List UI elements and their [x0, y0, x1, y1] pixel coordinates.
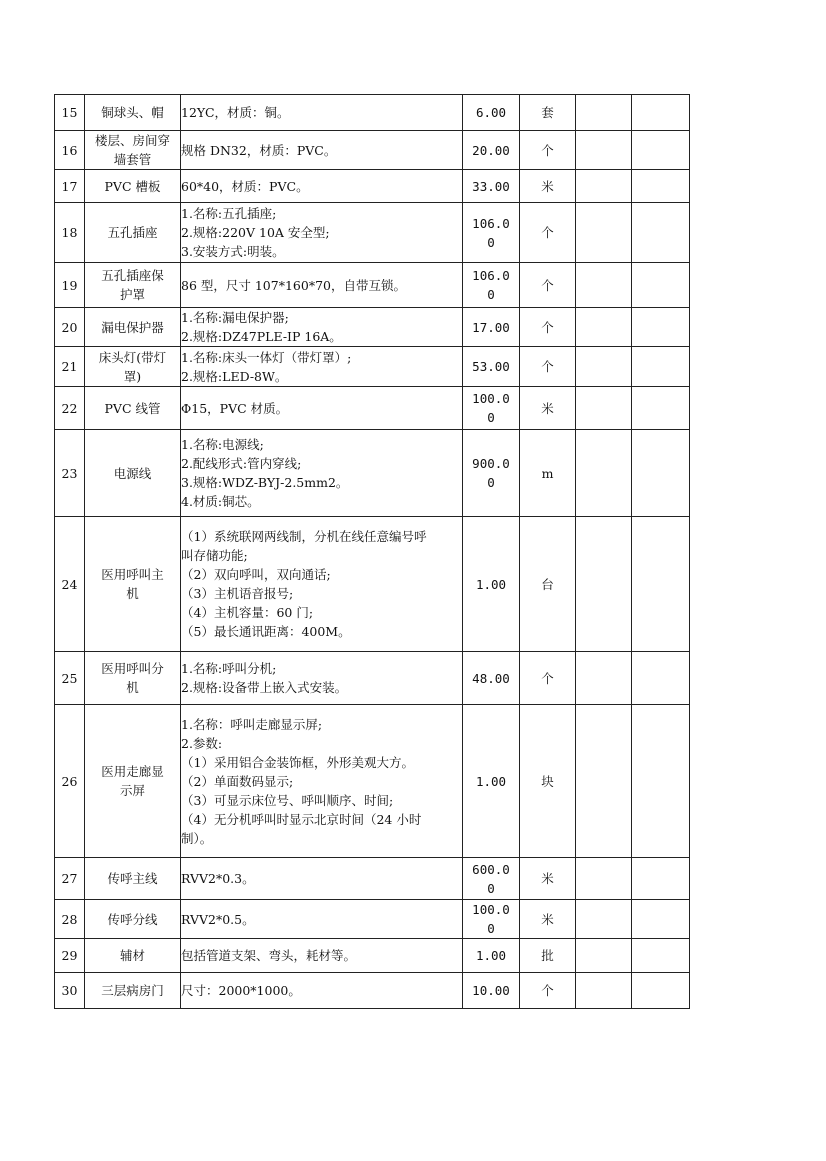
item-quantity	[463, 170, 520, 203]
item-name-line: 传呼分线	[107, 911, 158, 927]
total-price-cell	[632, 131, 690, 170]
unit-price-cell	[576, 131, 632, 170]
table-row	[55, 170, 690, 203]
item-number: 23	[55, 430, 85, 517]
item-number: 28	[55, 900, 85, 939]
item-name-line: 五孔插座保	[101, 268, 164, 283]
item-name	[85, 170, 181, 203]
item-description	[181, 858, 463, 900]
item-description	[181, 517, 463, 652]
item-description	[181, 203, 463, 263]
item-unit: 个	[520, 347, 576, 387]
item-quantity	[463, 308, 520, 347]
item-description-line: 2.配线形式:管内穿线;	[181, 456, 302, 471]
unit-price-cell	[576, 652, 632, 705]
item-name-line: 漏电保护器	[101, 319, 164, 335]
item-description	[181, 900, 463, 939]
item-description-line: 2.规格:DZ47PLE-IP 16A。	[181, 329, 342, 344]
item-name-line: 机	[126, 586, 139, 601]
total-price-cell	[632, 263, 690, 308]
total-price-cell	[632, 939, 690, 973]
table-row	[55, 858, 690, 900]
total-price-cell	[632, 430, 690, 517]
table-row	[55, 347, 690, 387]
item-description	[181, 430, 463, 517]
total-price-cell	[632, 203, 690, 263]
item-description-line: 2.参数:	[181, 735, 223, 751]
item-description-line: （1）系统联网两线制，分机在线任意编号呼	[181, 529, 427, 544]
item-description	[181, 131, 463, 170]
item-quantity-line: 33.00	[472, 178, 510, 194]
item-quantity-line: 0	[487, 410, 495, 425]
bill-of-quantities-table	[54, 94, 690, 1009]
unit-price-cell	[576, 430, 632, 517]
item-unit: 个	[520, 308, 576, 347]
item-number: 17	[55, 170, 85, 203]
item-name-line: 医用走廊显	[101, 764, 164, 779]
item-description	[181, 939, 463, 973]
item-unit: 个	[520, 203, 576, 263]
item-name	[85, 387, 181, 430]
item-number: 27	[55, 858, 85, 900]
item-description-line: RVV2*0.3。	[181, 871, 255, 886]
item-unit: 个	[520, 131, 576, 170]
item-unit: 台	[520, 517, 576, 652]
item-quantity	[463, 858, 520, 900]
item-quantity	[463, 203, 520, 263]
table-row	[55, 900, 690, 939]
item-unit: 个	[520, 652, 576, 705]
item-name-line: 五孔插座	[107, 225, 158, 240]
item-quantity-line: 17.00	[472, 319, 510, 335]
total-price-cell	[632, 95, 690, 131]
item-quantity-line: 900.0	[472, 456, 510, 471]
unit-price-cell	[576, 347, 632, 387]
item-description-line: 制）。	[181, 830, 213, 846]
item-unit: 米	[520, 387, 576, 430]
item-name	[85, 939, 181, 973]
item-quantity-line: 1.00	[475, 773, 507, 789]
total-price-cell	[632, 347, 690, 387]
item-description-line: 2.规格:设备带上嵌入式安装。	[181, 680, 348, 695]
unit-price-cell	[576, 95, 632, 131]
item-quantity-line: 600.0	[472, 861, 510, 877]
item-description-line: （1）采用铝合金装饰框，外形美观大方。	[181, 754, 414, 770]
item-name-line: 铜球头、帽	[101, 105, 164, 120]
item-quantity	[463, 900, 520, 939]
total-price-cell	[632, 517, 690, 652]
table-row	[55, 939, 690, 973]
item-description-line: 1.名称:漏电保护器;	[181, 310, 289, 325]
item-quantity-line: 1.00	[475, 576, 507, 592]
total-price-cell	[632, 170, 690, 203]
item-name-line: 电源线	[113, 465, 152, 481]
item-number: 20	[55, 308, 85, 347]
item-description-line: （3）主机语音报号;	[181, 586, 294, 601]
item-name-line: 三层病房门	[101, 983, 164, 998]
item-description-line: 86 型，尺寸 107*160*70，自带互锁。	[181, 277, 406, 293]
item-quantity-line: 48.00	[472, 670, 510, 686]
table-row	[55, 308, 690, 347]
item-number: 19	[55, 263, 85, 308]
item-description-line: 叫存储功能;	[181, 548, 248, 563]
item-quantity-line: 100.0	[472, 391, 510, 406]
item-name-line: 传呼主线	[107, 871, 158, 886]
item-quantity	[463, 347, 520, 387]
item-description	[181, 170, 463, 203]
total-price-cell	[632, 387, 690, 430]
unit-price-cell	[576, 705, 632, 858]
table-row	[55, 705, 690, 858]
item-description-line: 包括管道支架、弯头，耗材等。	[181, 948, 357, 963]
table-row	[55, 203, 690, 263]
item-quantity-line: 106.0	[472, 215, 510, 231]
item-name-line: 楼层、房间穿	[94, 133, 170, 148]
item-name-line: PVC 槽板	[104, 178, 161, 194]
item-description-line: 尺寸：2000*1000。	[181, 983, 301, 998]
item-quantity	[463, 263, 520, 308]
item-description-line: （4）无分机呼叫时显示北京时间（24 小时	[181, 811, 422, 827]
item-quantity	[463, 387, 520, 430]
item-name	[85, 705, 181, 858]
item-name-line: 护罩	[119, 287, 145, 302]
item-name	[85, 652, 181, 705]
unit-price-cell	[576, 203, 632, 263]
item-name-line: 辅材	[119, 948, 145, 963]
item-name-line: 床头灯(带灯	[98, 349, 167, 365]
unit-price-cell	[576, 387, 632, 430]
item-unit: 米	[520, 900, 576, 939]
unit-price-cell	[576, 170, 632, 203]
item-unit: 批	[520, 939, 576, 973]
item-number: 21	[55, 347, 85, 387]
item-name-line: 医用呼叫分	[101, 661, 164, 676]
item-description	[181, 347, 463, 387]
table-row	[55, 263, 690, 308]
item-quantity	[463, 652, 520, 705]
item-quantity-line: 10.00	[472, 983, 510, 998]
item-description-line: Φ15，PVC 材质。	[181, 400, 289, 416]
item-name	[85, 95, 181, 131]
item-unit: 块	[520, 705, 576, 858]
item-description	[181, 263, 463, 308]
item-quantity	[463, 95, 520, 131]
item-quantity	[463, 973, 520, 1009]
unit-price-cell	[576, 517, 632, 652]
item-name-line: 罩)	[123, 368, 142, 384]
item-name	[85, 203, 181, 263]
item-quantity-line: 0	[487, 921, 495, 936]
item-number: 15	[55, 95, 85, 131]
item-quantity-line: 53.00	[472, 359, 510, 374]
table-row	[55, 517, 690, 652]
item-name	[85, 263, 181, 308]
item-quantity	[463, 517, 520, 652]
total-price-cell	[632, 308, 690, 347]
item-name	[85, 347, 181, 387]
unit-price-cell	[576, 939, 632, 973]
item-description-line: 2.规格:220V 10A 安全型;	[181, 225, 330, 240]
item-number: 29	[55, 939, 85, 973]
item-name	[85, 430, 181, 517]
item-description-line: 1.名称:床头一体灯（带灯罩）;	[181, 349, 352, 365]
item-number: 18	[55, 203, 85, 263]
item-description	[181, 308, 463, 347]
item-name	[85, 858, 181, 900]
item-name-line: 医用呼叫主	[101, 567, 164, 582]
unit-price-cell	[576, 858, 632, 900]
item-description-line: 60*40，材质：PVC。	[181, 178, 309, 194]
item-number: 24	[55, 517, 85, 652]
item-description-line: RVV2*0.5。	[181, 911, 255, 927]
unit-price-cell	[576, 973, 632, 1009]
item-quantity-line: 106.0	[472, 268, 510, 283]
item-quantity-line: 0	[487, 287, 495, 302]
unit-price-cell	[576, 263, 632, 308]
item-quantity	[463, 705, 520, 858]
item-number: 22	[55, 387, 85, 430]
item-quantity-line: 6.00	[475, 105, 507, 120]
item-unit: 套	[520, 95, 576, 131]
total-price-cell	[632, 652, 690, 705]
item-name-line: 示屏	[119, 783, 145, 798]
item-description-line: 1.名称:呼叫分机;	[181, 661, 277, 676]
item-name	[85, 900, 181, 939]
item-quantity-line: 0	[487, 475, 495, 490]
total-price-cell	[632, 858, 690, 900]
item-name-line: PVC 线管	[104, 400, 161, 416]
item-unit: 米	[520, 170, 576, 203]
table-row	[55, 95, 690, 131]
item-description-line: 1.名称：呼叫走廊显示屏;	[181, 716, 323, 732]
item-description	[181, 705, 463, 858]
item-description	[181, 387, 463, 430]
item-number: 30	[55, 973, 85, 1009]
item-name	[85, 517, 181, 652]
item-name	[85, 973, 181, 1009]
item-description-line: 2.规格:LED-8W。	[181, 368, 288, 384]
item-description-line: 3.安装方式:明装。	[181, 244, 285, 259]
item-description-line: 规格 DN32，材质：PVC。	[181, 142, 337, 158]
table-row	[55, 131, 690, 170]
item-description-line: 4.材质:铜芯。	[181, 494, 260, 509]
item-quantity	[463, 430, 520, 517]
item-description	[181, 95, 463, 131]
unit-price-cell	[576, 308, 632, 347]
total-price-cell	[632, 900, 690, 939]
item-description-line: （2）双向呼叫，双向通话;	[181, 567, 331, 582]
item-unit: m	[520, 430, 576, 517]
table-row	[55, 430, 690, 517]
item-name-line: 机	[126, 680, 139, 695]
item-quantity	[463, 939, 520, 973]
item-description-line: （2）单面数码显示;	[181, 773, 294, 789]
item-description-line: （3）可显示床位号、呼叫顺序、时间;	[181, 792, 394, 808]
total-price-cell	[632, 973, 690, 1009]
item-description	[181, 652, 463, 705]
item-name	[85, 131, 181, 170]
table-row	[55, 652, 690, 705]
item-quantity-line: 0	[487, 880, 495, 896]
item-description-line: 1.名称:五孔插座;	[181, 206, 277, 221]
table-body	[55, 95, 690, 1009]
table-row	[55, 387, 690, 430]
item-name	[85, 308, 181, 347]
item-description-line: 1.名称:电源线;	[181, 437, 264, 452]
item-quantity-line: 0	[487, 234, 495, 250]
item-number: 16	[55, 131, 85, 170]
table-row	[55, 973, 690, 1009]
item-quantity	[463, 131, 520, 170]
item-unit: 米	[520, 858, 576, 900]
item-description	[181, 973, 463, 1009]
unit-price-cell	[576, 900, 632, 939]
item-description-line: （5）最长通讯距离：400M。	[181, 624, 351, 639]
item-name-line: 墙套管	[113, 152, 152, 167]
item-description-line: （4）主机容量：60 门;	[181, 605, 314, 620]
total-price-cell	[632, 705, 690, 858]
item-quantity-line: 20.00	[472, 142, 510, 158]
item-unit: 个	[520, 263, 576, 308]
item-quantity-line: 1.00	[475, 948, 507, 963]
item-quantity-line: 100.0	[472, 902, 510, 917]
item-unit: 个	[520, 973, 576, 1009]
item-description-line: 12YC，材质：铜。	[181, 105, 290, 120]
item-number: 25	[55, 652, 85, 705]
item-number: 26	[55, 705, 85, 858]
item-description-line: 3.规格:WDZ-BYJ-2.5mm2。	[181, 475, 349, 490]
